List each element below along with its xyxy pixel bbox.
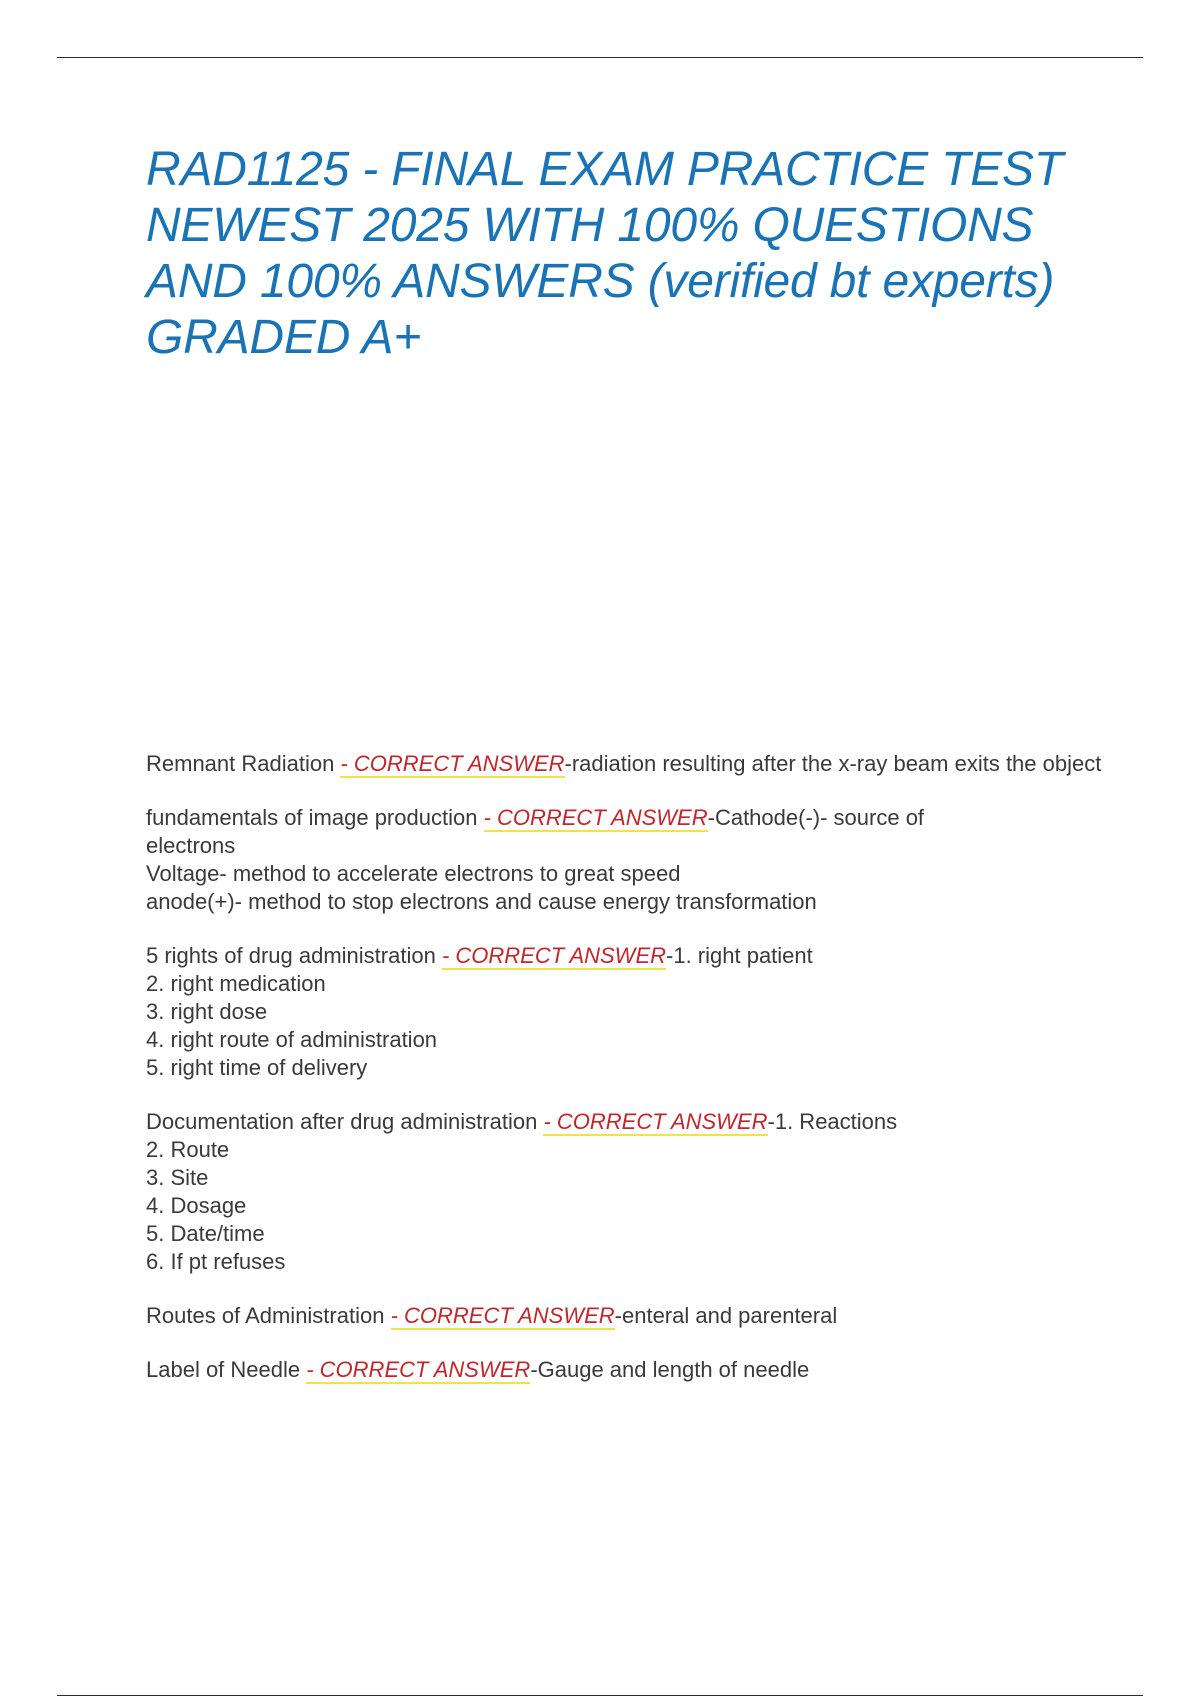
answer-line: 4. Dosage bbox=[146, 1193, 247, 1218]
bottom-rule bbox=[57, 1695, 1143, 1696]
answer-line: 5. Date/time bbox=[146, 1221, 265, 1246]
question-text: Remnant Radiation bbox=[146, 751, 341, 776]
answer-line: anode(+)- method to stop electrons and cause energy transformation bbox=[146, 889, 817, 914]
answer-line: 3. right dose bbox=[146, 999, 268, 1024]
answer-line: 4. right route of administration bbox=[146, 1027, 438, 1052]
answer-text: -Gauge and length of needle bbox=[530, 1357, 810, 1382]
correct-answer-tag: - CORRECT ANSWER bbox=[306, 1357, 531, 1382]
correct-answer-tag: - CORRECT ANSWER bbox=[483, 805, 708, 830]
question-answer-list bbox=[146, 750, 1106, 1410]
qa-item bbox=[146, 942, 1106, 1082]
correct-answer-tag: - CORRECT ANSWER bbox=[543, 1109, 768, 1134]
qa-item bbox=[146, 1302, 1106, 1330]
answer-line: 3. Site bbox=[146, 1165, 209, 1190]
answer-text: -1. right patient bbox=[666, 943, 813, 968]
qa-item bbox=[146, 804, 1106, 916]
title-line: AND 100% ANSWERS (verified bt experts) bbox=[146, 255, 1055, 308]
answer-line: 5. right time of delivery bbox=[146, 1055, 368, 1080]
answer-text: -enteral and parenteral bbox=[614, 1303, 838, 1328]
qa-item bbox=[146, 750, 1106, 778]
question-text: Routes of Administration bbox=[146, 1303, 391, 1328]
correct-answer-tag: - CORRECT ANSWER bbox=[390, 1303, 615, 1328]
question-text: Label of Needle bbox=[146, 1357, 307, 1382]
answer-line: 6. If pt refuses bbox=[146, 1249, 286, 1274]
answer-line: Voltage- method to accelerate electrons to great speed bbox=[146, 861, 681, 886]
title-line: GRADED A+ bbox=[146, 311, 422, 364]
answer-text: -1. Reactions bbox=[767, 1109, 898, 1134]
answer-line: 2. right medication bbox=[146, 971, 326, 996]
question-text: 5 rights of drug administration bbox=[146, 943, 442, 968]
title-line: NEWEST 2025 WITH 100% QUESTIONS bbox=[146, 199, 1034, 252]
title-line: RAD1125 - FINAL EXAM PRACTICE TEST bbox=[146, 143, 1063, 196]
question-text: fundamentals of image production bbox=[146, 805, 484, 830]
top-rule bbox=[57, 57, 1143, 58]
answer-text: -Cathode(-)- source of electrons bbox=[146, 805, 925, 858]
question-text: Documentation after drug administration bbox=[146, 1109, 544, 1134]
document-title bbox=[146, 142, 1146, 366]
qa-item bbox=[146, 1108, 1106, 1276]
answer-text: -radiation resulting after the x-ray beam exits the object bbox=[564, 751, 1102, 776]
correct-answer-tag: - CORRECT ANSWER bbox=[441, 943, 667, 968]
qa-item bbox=[146, 1356, 1106, 1384]
correct-answer-tag: - CORRECT ANSWER bbox=[340, 751, 565, 776]
answer-line: 2. Route bbox=[146, 1137, 230, 1162]
